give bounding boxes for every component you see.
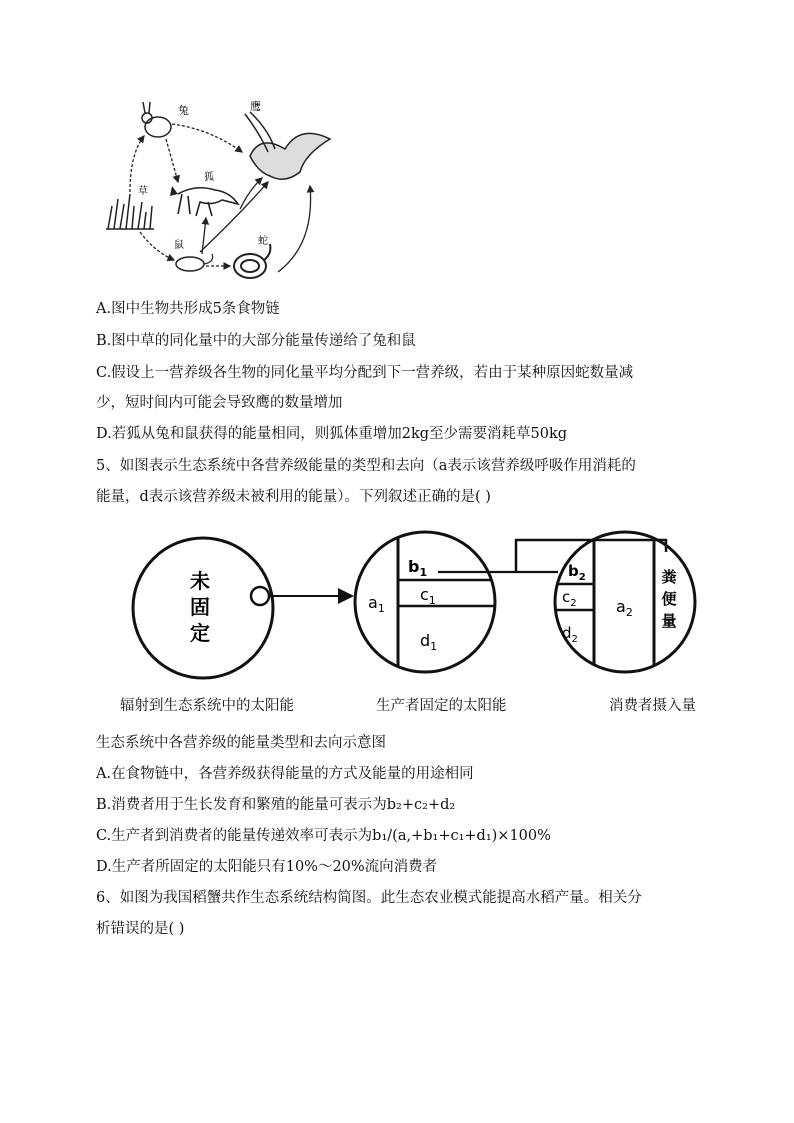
- q5-option-d: D.生产者所固定的太阳能只有10%～20%流向消费者: [96, 859, 438, 875]
- d1-label: $d_1$: [420, 631, 438, 653]
- eagle-icon: [245, 112, 330, 179]
- eagle-label: 鹰: [250, 100, 261, 113]
- rabbit-label: 兔: [178, 104, 189, 117]
- c2-label: $c_2$: [562, 588, 577, 609]
- q6-stem: 6、如图为我国稻蟹共作生态系统结构简图。此生态农业模式能提高水稻产量。相关分: [96, 890, 642, 906]
- q4-option-d: D.若狐从兔和鼠获得的能量相同，则狐体重增加2kg至少需要消耗草50kg: [96, 426, 568, 442]
- figure-title: 生态系统中各营养级的能量类型和去向示意图: [96, 735, 386, 751]
- q5-stem: 5、如图表示生态系统中各营养级能量的类型和去向（a表示该营养级呼吸作用消耗的: [96, 458, 636, 474]
- feces-char-3: 量: [661, 612, 677, 630]
- a2-label: $a_2$: [616, 597, 633, 619]
- feedback-bracket: [516, 540, 666, 572]
- rabbit-icon: [142, 102, 171, 137]
- fixed-portion-circle: [251, 587, 269, 605]
- grass-label: 草: [138, 186, 148, 197]
- q5-stem-cont: 能量，d表示该营养级未被利用的能量）。下列叙述正确的是( ): [96, 489, 491, 505]
- c1-label: $c_1$: [420, 585, 436, 607]
- q6-stem-cont: 析错误的是( ): [96, 921, 185, 937]
- food-web-arrows: [130, 124, 311, 272]
- d2-label: $d_2$: [562, 624, 578, 645]
- snake-icon: [234, 244, 270, 278]
- fox-label: 狐: [204, 172, 214, 183]
- mouse-icon: [176, 254, 213, 271]
- circle1-char-3: 定: [190, 621, 210, 645]
- food-web-figure: [100, 94, 335, 292]
- q5-option-a: A.在食物链中，各营养级获得能量的方式及能量的用途相同: [96, 766, 474, 782]
- mouse-label: 鼠: [174, 240, 184, 251]
- q5-option-b: B.消费者用于生长发育和繁殖的能量可表示为b₂+c₂+d₂: [96, 797, 456, 813]
- circle1-char-2: 固: [190, 595, 210, 619]
- caption-consumer-intake: 消费者摄入量: [609, 698, 696, 714]
- feces-char-2: 便: [661, 590, 677, 608]
- energy-flow-diagram: [128, 528, 708, 698]
- q4-option-c: C.假设上一营养级各生物的同化量平均分配到下一营养级，若由于某种原因蛇数量减: [96, 365, 634, 381]
- a1-label: $a_1$: [368, 593, 385, 615]
- b1-label: $b_1$: [408, 557, 428, 579]
- q4-option-c-cont: 少，短时间内可能会导致鹰的数量增加: [96, 395, 343, 411]
- grass-icon: [106, 194, 154, 229]
- caption-producer-energy: 生产者固定的太阳能: [376, 698, 507, 714]
- snake-label: 蛇: [258, 236, 268, 247]
- fox-icon: [170, 186, 238, 216]
- consumer-divisions: [548, 528, 654, 698]
- q4-option-a: A.图中生物共形成5条食物链: [96, 301, 280, 317]
- circle1-char-1: 未: [190, 569, 210, 593]
- feces-char-1: 粪: [661, 568, 677, 586]
- q5-option-c: C.生产者到消费者的能量传递效率可表示为b₁/(a,+b₁+c₁+d₁)×100%: [96, 828, 551, 844]
- q4-option-b: B.图中草的同化量中的大部分能量传递给了兔和鼠: [96, 333, 416, 349]
- producer-divisions: [398, 528, 498, 698]
- caption-solar-energy: 辐射到生态系统中的太阳能: [120, 698, 294, 714]
- b2-label: $b_2$: [568, 562, 586, 583]
